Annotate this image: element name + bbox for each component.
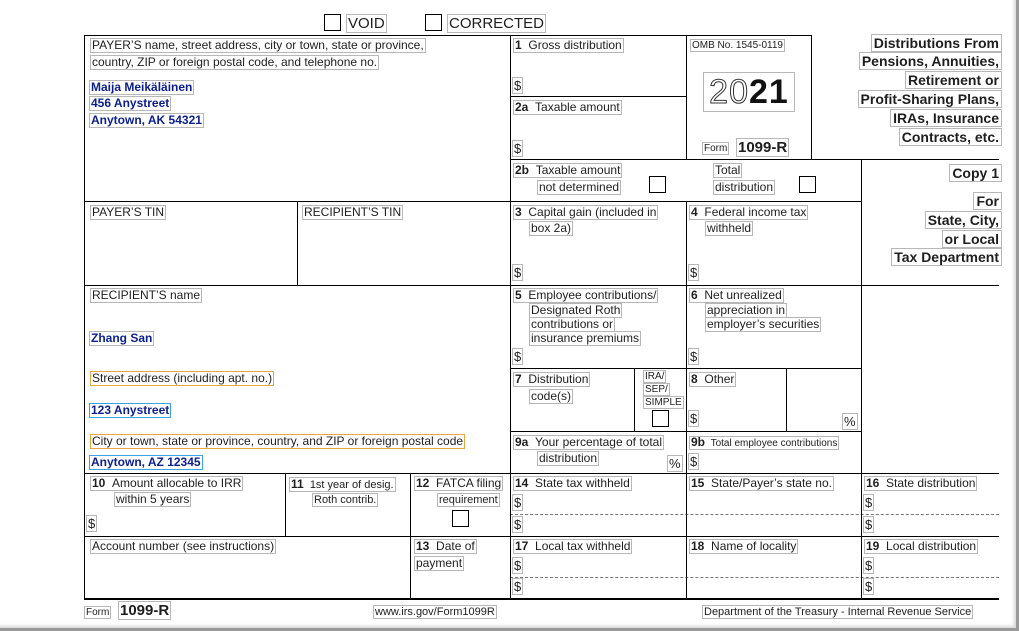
payer-label-line2: country, ZIP or foreign postal code, and telephone no. bbox=[92, 55, 378, 69]
box6-label2: appreciation in bbox=[707, 303, 786, 317]
box5-label1: 5 Employee contributions/ bbox=[515, 288, 657, 302]
recipient-street: 123 Anystreet bbox=[91, 403, 170, 417]
title-line2: Pensions, Annuities, bbox=[859, 52, 1002, 70]
total-dist-label1: Total bbox=[715, 163, 741, 177]
box14-dollar-1: $ bbox=[514, 495, 522, 510]
grid-line bbox=[811, 35, 812, 159]
box12-label1: 12 FATCA filing bbox=[416, 476, 502, 490]
box9b-label: 9b Total employee contributions bbox=[691, 435, 838, 449]
payer-label-line1: PAYER’S name, street address, city or town, state or province, bbox=[92, 38, 424, 52]
box8-label: 8 Other bbox=[691, 372, 735, 386]
box13-label1: 13 Date of bbox=[416, 539, 475, 553]
box5-label4: insurance premiums bbox=[531, 331, 640, 345]
copy-line3: State, City, bbox=[925, 211, 1002, 229]
omb-form-id: 1099-R bbox=[738, 139, 788, 156]
box15-label: 15 State/Payer’s state no. bbox=[691, 476, 832, 490]
box1-label: 1 Gross distribution bbox=[515, 38, 622, 52]
box5-label3: contributions or bbox=[531, 317, 614, 331]
footer-department: Department of the Treasury - Internal Revenue Service bbox=[704, 606, 972, 618]
title-line4: Profit-Sharing Plans, bbox=[858, 90, 1002, 108]
void-label: VOID bbox=[348, 15, 385, 32]
void-checkbox[interactable] bbox=[324, 14, 341, 31]
box6-label1: 6 Net unrealized bbox=[691, 288, 782, 302]
total-dist-label2: distribution bbox=[715, 180, 774, 194]
box10-label1: 10 Amount allocable to IRR bbox=[92, 476, 242, 490]
tax-year: 2021 bbox=[703, 72, 795, 112]
footer-form-word: Form bbox=[86, 607, 110, 618]
corrected-checkbox[interactable] bbox=[425, 14, 442, 31]
box19-dollar-1: $ bbox=[865, 558, 873, 573]
copy-line2: For bbox=[973, 192, 1002, 210]
box3-label1: 3 Capital gain (included in bbox=[515, 205, 657, 219]
ira-label3: SIMPLE bbox=[645, 397, 682, 408]
box11-label2: Roth contrib. bbox=[314, 494, 377, 506]
box18-label: 18 Name of locality bbox=[691, 539, 797, 553]
box4-dollar: $ bbox=[690, 265, 698, 280]
payer-city: Anytown, AK 54321 bbox=[91, 113, 202, 127]
box17-dollar-1: $ bbox=[514, 558, 522, 573]
box7-label1: 7 Distribution bbox=[515, 372, 589, 386]
box2b-checkbox[interactable] bbox=[649, 176, 666, 193]
copy-line4: or Local bbox=[942, 230, 1002, 248]
fatca-checkbox[interactable] bbox=[452, 510, 469, 527]
box17-label: 17 Local tax withheld bbox=[515, 539, 631, 553]
recipient-tin-label: RECIPIENT’S TIN bbox=[304, 205, 402, 219]
copy-line5: Tax Department bbox=[891, 248, 1002, 266]
corrected-label: CORRECTED bbox=[449, 15, 545, 32]
box19-dollar-2: $ bbox=[865, 579, 873, 594]
ira-sep-simple-checkbox[interactable] bbox=[652, 410, 669, 427]
box9a-label1: 9a Your percentage of total bbox=[515, 435, 663, 449]
recipient-name: Zhang San bbox=[91, 331, 153, 345]
grid-line bbox=[285, 473, 286, 536]
omb-form-word: Form bbox=[704, 143, 728, 154]
box16-dollar-1: $ bbox=[865, 495, 873, 510]
box17-dollar-2: $ bbox=[514, 579, 522, 594]
grid-line bbox=[510, 35, 511, 598]
box9a-label2: distribution bbox=[539, 451, 598, 465]
payer-name: Maija Meikäläinen bbox=[91, 80, 193, 94]
title-line5: IRAs, Insurance bbox=[890, 109, 1002, 127]
box3-dollar: $ bbox=[514, 265, 522, 280]
title-line1: Distributions From bbox=[871, 34, 1002, 52]
box2b-label1: 2b Taxable amount bbox=[515, 163, 621, 177]
dashed-divider bbox=[510, 514, 999, 515]
grid-line bbox=[84, 35, 85, 598]
grid-line bbox=[686, 35, 687, 159]
grid-line bbox=[84, 35, 811, 36]
grid-line bbox=[84, 201, 861, 202]
box5-label2: Designated Roth bbox=[531, 303, 621, 317]
box2b-label2: not determined bbox=[539, 180, 620, 194]
box1-dollar: $ bbox=[514, 78, 522, 93]
box6-dollar: $ bbox=[690, 349, 698, 364]
box8-dollar: $ bbox=[690, 411, 698, 426]
grid-line bbox=[84, 598, 999, 600]
recipient-name-label: RECIPIENT’S name bbox=[92, 288, 201, 302]
box11-label1: 11 1st year of desig. bbox=[291, 477, 394, 491]
box5-dollar: $ bbox=[514, 349, 522, 364]
dashed-divider bbox=[510, 577, 999, 578]
grid-line bbox=[510, 96, 686, 97]
grid-line bbox=[861, 159, 862, 473]
grid-line bbox=[686, 201, 687, 598]
grid-line bbox=[297, 201, 298, 285]
payer-street: 456 Anystreet bbox=[91, 96, 170, 110]
grid-line bbox=[410, 473, 411, 598]
total-distribution-checkbox[interactable] bbox=[799, 176, 816, 193]
footer-url[interactable]: www.irs.gov/Form1099R bbox=[375, 606, 495, 618]
recipient-city: Anytown, AZ 12345 bbox=[91, 455, 201, 469]
box9a-percent: % bbox=[669, 456, 681, 471]
ira-label2: SEP/ bbox=[645, 384, 668, 395]
box6-label3: employer’s securities bbox=[707, 317, 820, 331]
grid-line bbox=[634, 368, 635, 431]
box4-label2: withheld bbox=[707, 221, 752, 235]
box16-label: 16 State distribution bbox=[866, 476, 976, 490]
box7-label2: code(s) bbox=[531, 389, 572, 403]
box2a-dollar: $ bbox=[514, 141, 522, 156]
box13-label2: payment bbox=[416, 556, 463, 570]
title-line6: Contracts, etc. bbox=[899, 128, 1002, 146]
payer-tin-label: PAYER’S TIN bbox=[92, 205, 165, 219]
box9b-dollar: $ bbox=[690, 454, 698, 469]
box16-dollar-2: $ bbox=[865, 517, 873, 532]
box14-label: 14 State tax withheld bbox=[515, 476, 630, 490]
box12-label2: requirement bbox=[439, 494, 498, 506]
grid-line bbox=[861, 473, 862, 598]
box10-dollar: $ bbox=[88, 516, 96, 531]
recipient-city-label: City or town, state or province, country, and ZIP or foreign postal code bbox=[92, 434, 464, 448]
footer-form-id: 1099-R bbox=[120, 602, 170, 619]
grid-line bbox=[510, 159, 999, 160]
omb-number: OMB No. 1545-0119 bbox=[692, 40, 783, 51]
grid-line bbox=[786, 368, 787, 431]
recipient-street-label: Street address (including apt. no.) bbox=[92, 371, 273, 385]
ira-label1: IRA/ bbox=[645, 371, 665, 382]
box10-label2: within 5 years bbox=[116, 492, 190, 506]
copy-line1: Copy 1 bbox=[949, 164, 1002, 182]
box3-label2: box 2a) bbox=[531, 221, 572, 235]
box14-dollar-2: $ bbox=[514, 517, 522, 532]
account-number-label: Account number (see instructions) bbox=[92, 539, 275, 553]
box4-label1: 4 Federal income tax bbox=[691, 205, 807, 219]
box19-label: 19 Local distribution bbox=[866, 539, 977, 553]
title-line3: Retirement or bbox=[905, 71, 1002, 89]
box8-percent: % bbox=[844, 414, 856, 429]
box2a-label: 2a Taxable amount bbox=[515, 100, 620, 114]
